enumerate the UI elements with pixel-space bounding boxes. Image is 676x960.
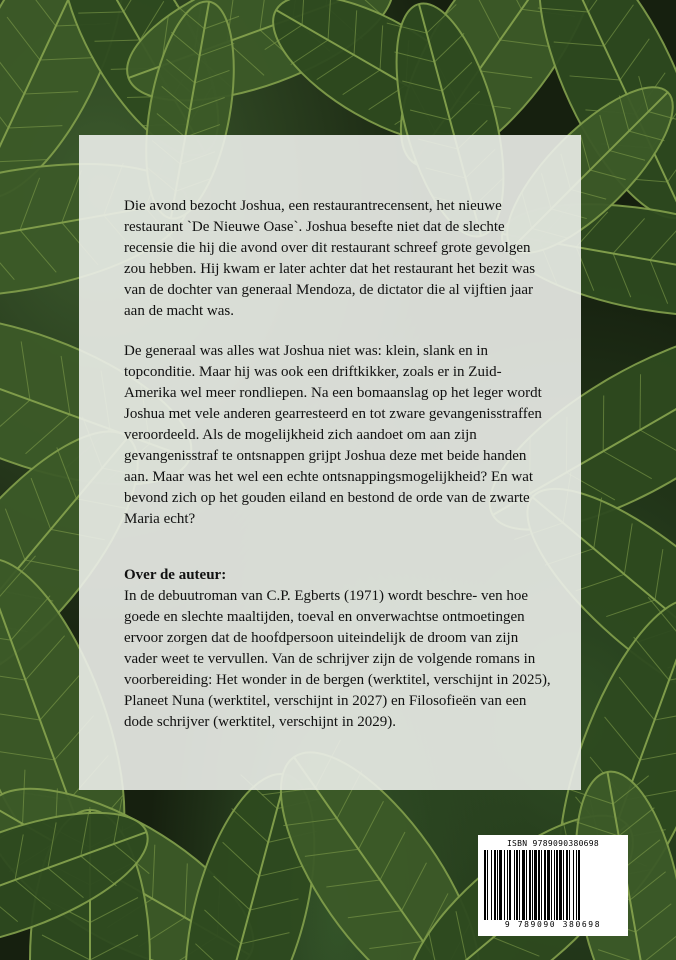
barcode-bars [482, 850, 624, 920]
author-heading: Over de auteur: [124, 567, 227, 583]
synopsis-paragraph-2: De generaal was alles wat Joshua niet was: klein, slank en in topconditie. Maar hij was ook een driftkikker, zoals er in Zuid-Amerika wel meer rondliepen. Na een bomaanslag op het leger wordt Joshua met vele anderen gearresteerd en tot zware gevangenisstraffen veroordeeld. Als de mogelijkheid zich aandoet om aan zijn gevangenisstraf te ontsnappen grijpt Joshua deze met beide handen aan. Maar was het wel een echte ontsnappingsmogelijkheid? En wat bevond zich op het gouden eiland en bestond de orde van de zwarte Maria echt? [124, 343, 542, 527]
author-paragraph: In de debuutroman van C.P. Egberts (1971) wordt beschre- ven hoe goede en slechte maaltijden, toeval en onverwachtse ontmoetingen ervoor zorgen dat de hoofdpersoon uiteindelijk de droom van zijn vader weet te vervullen. Van de schrijver zijn de volgende romans in voorbereiding: Het wonder in de bergen (werktitel, verschijnt in 2025), Planeet Nuna (werktitel, verschijnt in 2027) en Filosofieën van een dode schrijver (werktitel, verschijnt in 2029). [124, 588, 551, 730]
synopsis-paragraph-1: Die avond bezocht Joshua, een restaurantrecensent, het nieuwe restaurant `De Nieuwe Oase`. Joshua besefte niet dat de slechte recensie die hij die avond over dit restaurant schreef grote gevolgen zou hebben. Hij kwam er later achter dat het restaurant het bezit was van de dochter van generaal Mendoza, de dictator die al vijftien jaar aan de macht was. [124, 198, 536, 319]
isbn-barcode [478, 835, 628, 936]
isbn-digits: 9 789090 380698 [504, 920, 602, 929]
isbn-label: ISBN 9789090380698 [506, 839, 600, 848]
